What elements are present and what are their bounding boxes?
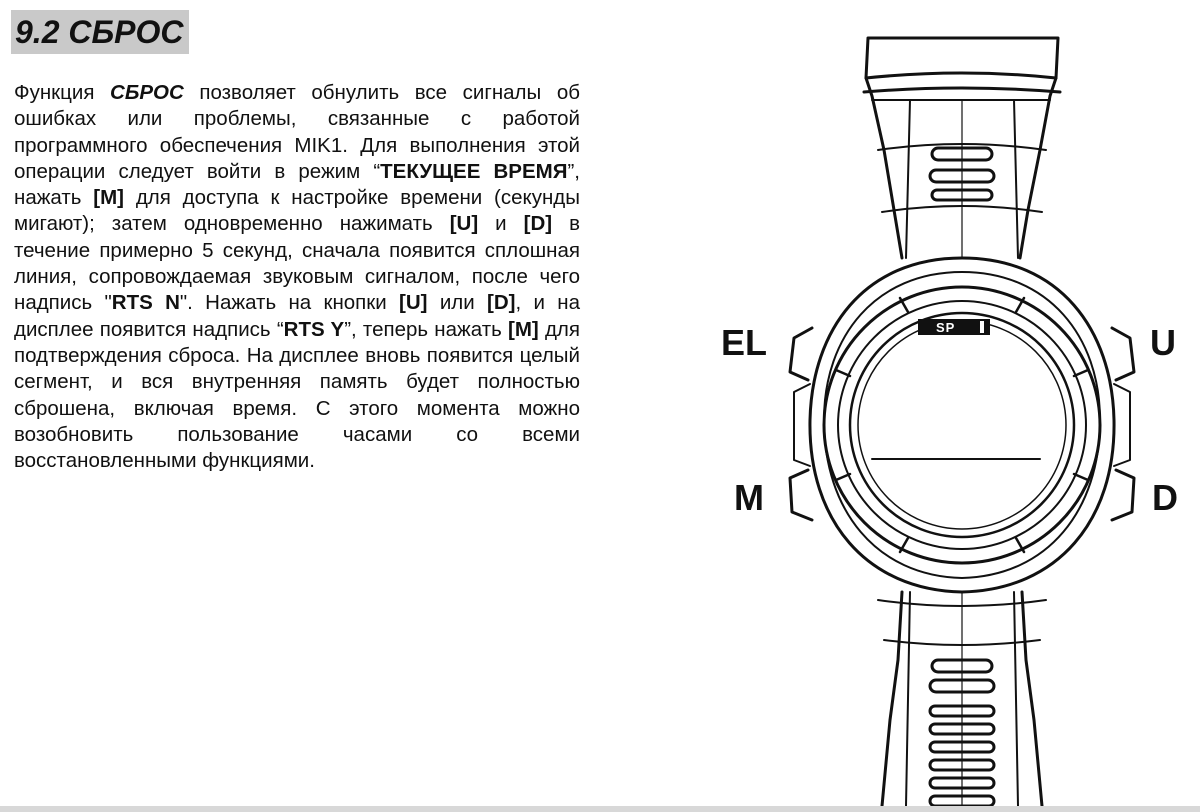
button-label-d: D	[1152, 477, 1178, 518]
d-button	[1112, 470, 1134, 520]
text-segment: ”, нажать	[14, 159, 580, 210]
function-name: СБРОС	[110, 81, 184, 104]
el-button	[790, 328, 812, 380]
u-button	[1112, 328, 1134, 380]
mode-name: ТЕКУЩЕЕ ВРЕМЯ	[380, 159, 568, 183]
text-segment: в течение примерно 5 секунд, сначала появится сплошная линия, сопровождаемая звуковым сигналом, после чего надпись "	[14, 212, 581, 315]
watch-case	[810, 258, 1114, 592]
text-segment: для подтверждения сброса. На дисплее вновь появится целый сегмент, и вся внутренняя память будет полностью сброшена, включая время. С этого момента можно возобновить пользование часами со всеми восстановленными функциями.	[14, 317, 580, 473]
key-m: [M]	[93, 186, 125, 210]
button-label-el: EL	[721, 322, 768, 363]
text-segment: позволяет обнулить все сигналы об ошибках или проблемы, связанные с работой программного обеспечения MIK1. Для выполнения этой операции следует войти в режим “	[14, 81, 580, 183]
text-segment: Функция	[14, 81, 111, 104]
display-message: RTS N	[111, 291, 180, 315]
key-d: [D]	[523, 212, 553, 236]
key-u: [U]	[449, 212, 479, 236]
key-u: [U]	[399, 291, 428, 315]
section-title: 9.2 СБРОС	[11, 10, 189, 54]
text-segment: ". Нажать на кнопки	[179, 291, 400, 315]
text-segment: , и на дисплее появится надпись “	[14, 291, 580, 341]
button-label-m: M	[734, 477, 764, 518]
button-label-u: U	[1150, 322, 1176, 363]
page-bottom-edge	[0, 806, 1200, 812]
watch-illustration	[760, 30, 1140, 812]
m-button	[790, 470, 812, 520]
watch-display	[850, 313, 1074, 537]
display-logo	[918, 319, 990, 335]
text-segment: для доступа к настройке времени (секунды мигают); затем одновременно нажимать	[14, 186, 580, 236]
instruction-paragraph	[14, 80, 580, 474]
key-m: [M]	[508, 317, 539, 341]
key-d: [D]	[487, 291, 516, 315]
text-segment: ”, теперь нажать	[344, 317, 508, 341]
display-logo-text: SP	[936, 320, 956, 335]
text-segment: и	[478, 212, 524, 236]
text-segment: или	[427, 291, 488, 315]
display-message: RTS Y	[283, 317, 345, 341]
